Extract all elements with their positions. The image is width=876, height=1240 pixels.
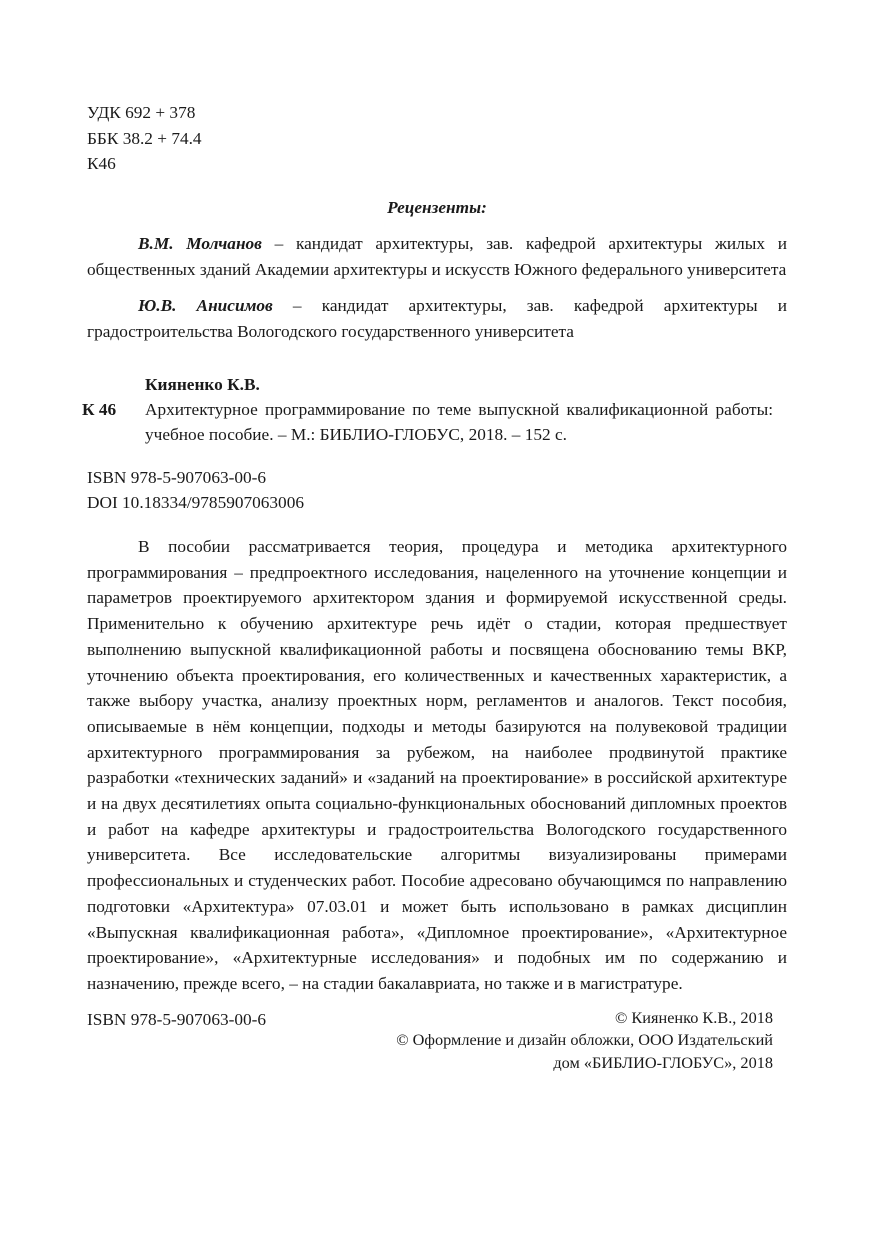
catalog-code: К 46 <box>82 399 117 419</box>
book-author: Кияненко К.В. <box>145 374 260 394</box>
copyright-author: © Кияненко К.В., 2018 <box>614 1007 773 1027</box>
reviewer-description: – кандидат архитектуры, зав. кафедрой архитектуры и градостроительства Вологодского государственного университета <box>87 296 788 341</box>
classification-codes <box>87 100 787 177</box>
abstract-paragraph: В пособии рассматривается теория, процедура и методика архитектурного программирования – предпроектного исследования, нацеленного на уточнение концепции и параметров проектируемого архитектором здания и формируемой искусственной среды. Применительно к обучению архитектуре речь идёт о стадии, которая предшествует выполнению выпускной квалификационной работы и посвящена обоснованию темы ВКР, уточнению объекта проектирования, его количественных и качественных характеристик, а также выбору участка, анализу проектных норм, регламентов и аналогов. Текст пособия, описываемые в нём концепции, подходы и методы базируются на полувековой традиции архитектурного программирования за рубежом, на наиболее продвинутой практике разработки «технических заданий» и «заданий на проектирование» в российской архитектуре и на двух десятилетиях опыта социально-функциональных обоснований дипломных проектов и работ на кафедре архитектуры и градостроительства Вологодского государственного университета. Все исследовательские алгоритмы визуализированы примерами профессиональных и студенческих работ. Пособие адресовано обучающимся по направлению подготовки «Архитектура» 07.03.01 и может быть использовано в рамках дисциплин «Выпускная квалификационная работа», «Дипломное проектирование», «Архитектурное проектирование», «Архитектурные исследования» и подобных им по содержанию и назначению, прежде всего, – на стадии бакалавриата, но также и в магистратуре. <box>87 537 787 993</box>
bibliographic-record <box>82 372 787 447</box>
reviewer-name: В.М. Молчанов <box>138 233 262 253</box>
copyright-design-line: © Оформление и дизайн обложки, ООО Издательский <box>396 1030 773 1050</box>
footer-isbn: ISBN 978-5-907063-00-6 <box>87 1009 267 1029</box>
bibliographic-body <box>145 372 773 447</box>
isbn: ISBN 978-5-907063-00-6 <box>87 467 267 487</box>
reviewers-heading: Рецензенты: <box>387 198 487 218</box>
reviewer-description: – кандидат архитектуры, зав. кафедрой архитектуры жилых и общественных зданий Академии архитектуры и искусств Южного федерального университета <box>87 233 787 279</box>
author-mark: К46 <box>87 154 116 174</box>
book-imprint-page <box>82 100 788 1087</box>
doi: DOI 10.18334/9785907063006 <box>87 493 304 513</box>
udk-code: УДК 692 + 378 <box>87 103 196 122</box>
copyright-design-line: дом «БИБЛИО-ГЛОБУС», 2018 <box>553 1052 773 1072</box>
identifiers <box>87 465 787 516</box>
reviewer-entry <box>87 231 787 282</box>
bbk-code: ББК 38.2 + 74.4 <box>87 128 202 148</box>
copyright-block <box>396 1007 773 1075</box>
reviewer-name: Ю.В. Анисимов <box>138 296 273 316</box>
bibliographic-description: Архитектурное программирование по теме выпускной квалификационной работы: учебное пособие. – М.: БИБЛИО-ГЛОБУС, 2018. – 152 с. <box>145 399 773 444</box>
reviewer-entry <box>87 293 787 344</box>
imprint-footer <box>87 1007 787 1087</box>
